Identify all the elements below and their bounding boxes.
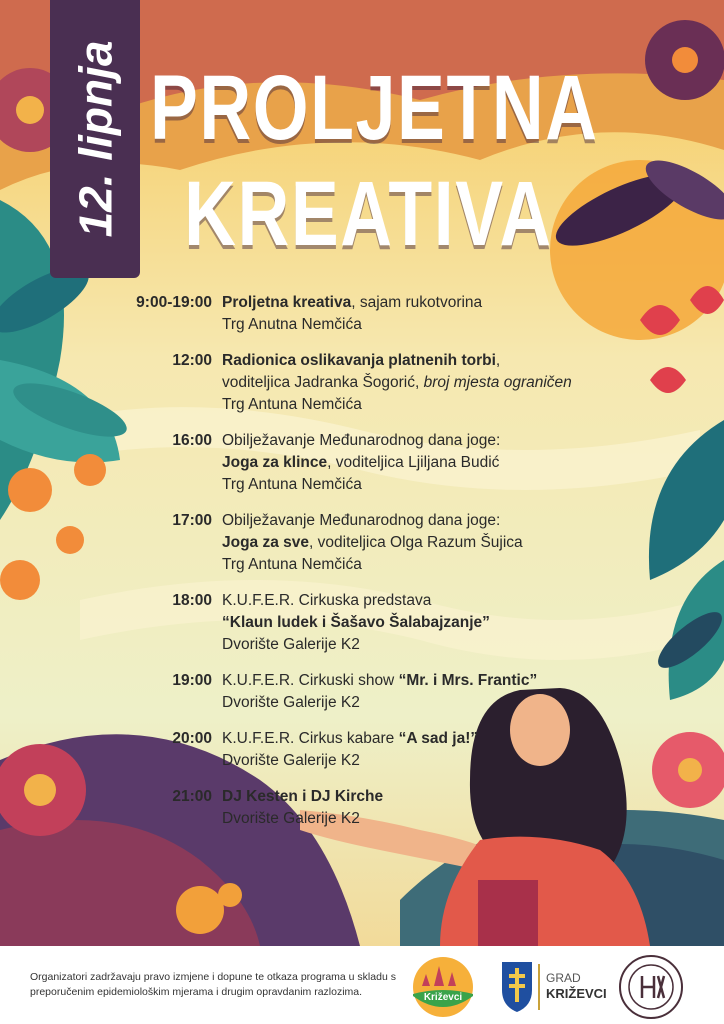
date-label-container <box>50 0 140 278</box>
event-text: K.U.F.E.R. Cirkuska predstava <box>222 592 432 609</box>
svg-text:KRIŽEVCI: KRIŽEVCI <box>546 986 607 1001</box>
event-line <box>222 430 620 452</box>
event-description <box>222 292 620 336</box>
event-line <box>222 692 620 714</box>
event-row <box>100 728 620 772</box>
event-row <box>100 786 620 830</box>
event-text: broj mjesta ograničen <box>423 374 572 391</box>
event-line <box>222 634 620 656</box>
svg-text:Križevci: Križevci <box>423 992 463 1003</box>
event-text: Obilježavanje Međunarodnog dana joge: <box>222 512 501 529</box>
event-row <box>100 292 620 336</box>
event-text: K.U.F.E.R. Cirkus kabare <box>222 730 399 747</box>
event-row <box>100 510 620 576</box>
event-row <box>100 670 620 714</box>
event-description <box>222 510 620 576</box>
footer-notice: Organizatori zadržavaju pravo izmjene i dopune te otkaza programa u skladu s preporučenim epidemiološkim mjerama i drugim opravdanim razlozima. <box>30 971 396 998</box>
event-time: 21:00 <box>172 788 212 805</box>
event-text: Proljetna kreativa <box>222 294 352 311</box>
event-text: voditeljica Jadranka Šogorić, <box>222 374 424 391</box>
event-text: Dvorište Galerije K2 <box>222 752 360 769</box>
event-time: 17:00 <box>172 512 212 529</box>
event-time: 20:00 <box>172 730 212 747</box>
event-line <box>222 350 620 372</box>
event-text: , voditeljica Ljiljana Budić <box>327 454 500 471</box>
seal-logo <box>618 954 684 1020</box>
event-text: , voditeljica Olga Razum Šujica <box>309 534 523 551</box>
event-line <box>222 394 620 416</box>
event-description <box>222 350 620 416</box>
event-text: , sajam rukotvorina <box>351 294 483 311</box>
event-text: Trg Antuna Nemčića <box>222 396 362 413</box>
event-description <box>222 430 620 496</box>
svg-text:GRAD: GRAD <box>546 971 581 985</box>
event-line <box>222 372 620 394</box>
event-description <box>222 670 620 714</box>
event-line <box>222 808 620 830</box>
event-text: “Mr. i Mrs. Frantic” <box>398 672 538 689</box>
event-line <box>222 554 620 576</box>
event-text: Trg Antuna Nemčića <box>222 556 362 573</box>
event-text: Dvorište Galerije K2 <box>222 810 360 827</box>
event-line <box>222 590 620 612</box>
event-text: Obilježavanje Međunarodnog dana joge: <box>222 432 501 449</box>
event-row <box>100 430 620 496</box>
event-time: 16:00 <box>172 432 212 449</box>
event-text: Joga za klince <box>222 454 328 471</box>
event-schedule <box>100 292 620 844</box>
event-text: Trg Anutna Nemčića <box>222 316 362 333</box>
event-line <box>222 750 620 772</box>
event-text: Trg Antuna Nemčića <box>222 476 362 493</box>
title-line-1: PROLJETNA <box>150 57 599 159</box>
grad-krizevci-logo <box>498 956 608 1018</box>
event-line <box>222 728 620 750</box>
event-line <box>222 452 620 474</box>
event-text: Joga za sve <box>222 534 310 551</box>
krizevci-tourism-logo <box>412 956 474 1018</box>
event-row <box>100 590 620 656</box>
event-text: K.U.F.E.R. Cirkuski show <box>222 672 399 689</box>
event-text: Dvorište Galerije K2 <box>222 636 360 653</box>
event-description <box>222 728 620 772</box>
event-description <box>222 590 620 656</box>
event-row <box>100 350 620 416</box>
event-line <box>222 474 620 496</box>
title-line-2: KREATIVA <box>184 163 553 265</box>
event-text: DJ Kesten i DJ Kirche <box>222 788 384 805</box>
event-line <box>222 510 620 532</box>
event-text: “A sad ja!” <box>398 730 479 747</box>
date-label: 12. lipnja <box>69 40 122 238</box>
event-time: 12:00 <box>172 352 212 369</box>
event-line <box>222 532 620 554</box>
event-text: “Klaun ludek i Šašavo Šalabajzanje” <box>222 614 490 631</box>
event-text: , <box>495 352 501 369</box>
event-time: 18:00 <box>172 592 212 609</box>
event-line <box>222 314 620 336</box>
event-time: 19:00 <box>172 672 212 689</box>
event-time: 9:00-19:00 <box>136 294 212 311</box>
event-text: Radionica oslikavanja platnenih torbi <box>222 352 496 369</box>
event-line <box>222 786 620 808</box>
event-description <box>222 786 620 830</box>
event-line <box>222 612 620 634</box>
event-line <box>222 292 620 314</box>
event-text: Dvorište Galerije K2 <box>222 694 360 711</box>
event-line <box>222 670 620 692</box>
